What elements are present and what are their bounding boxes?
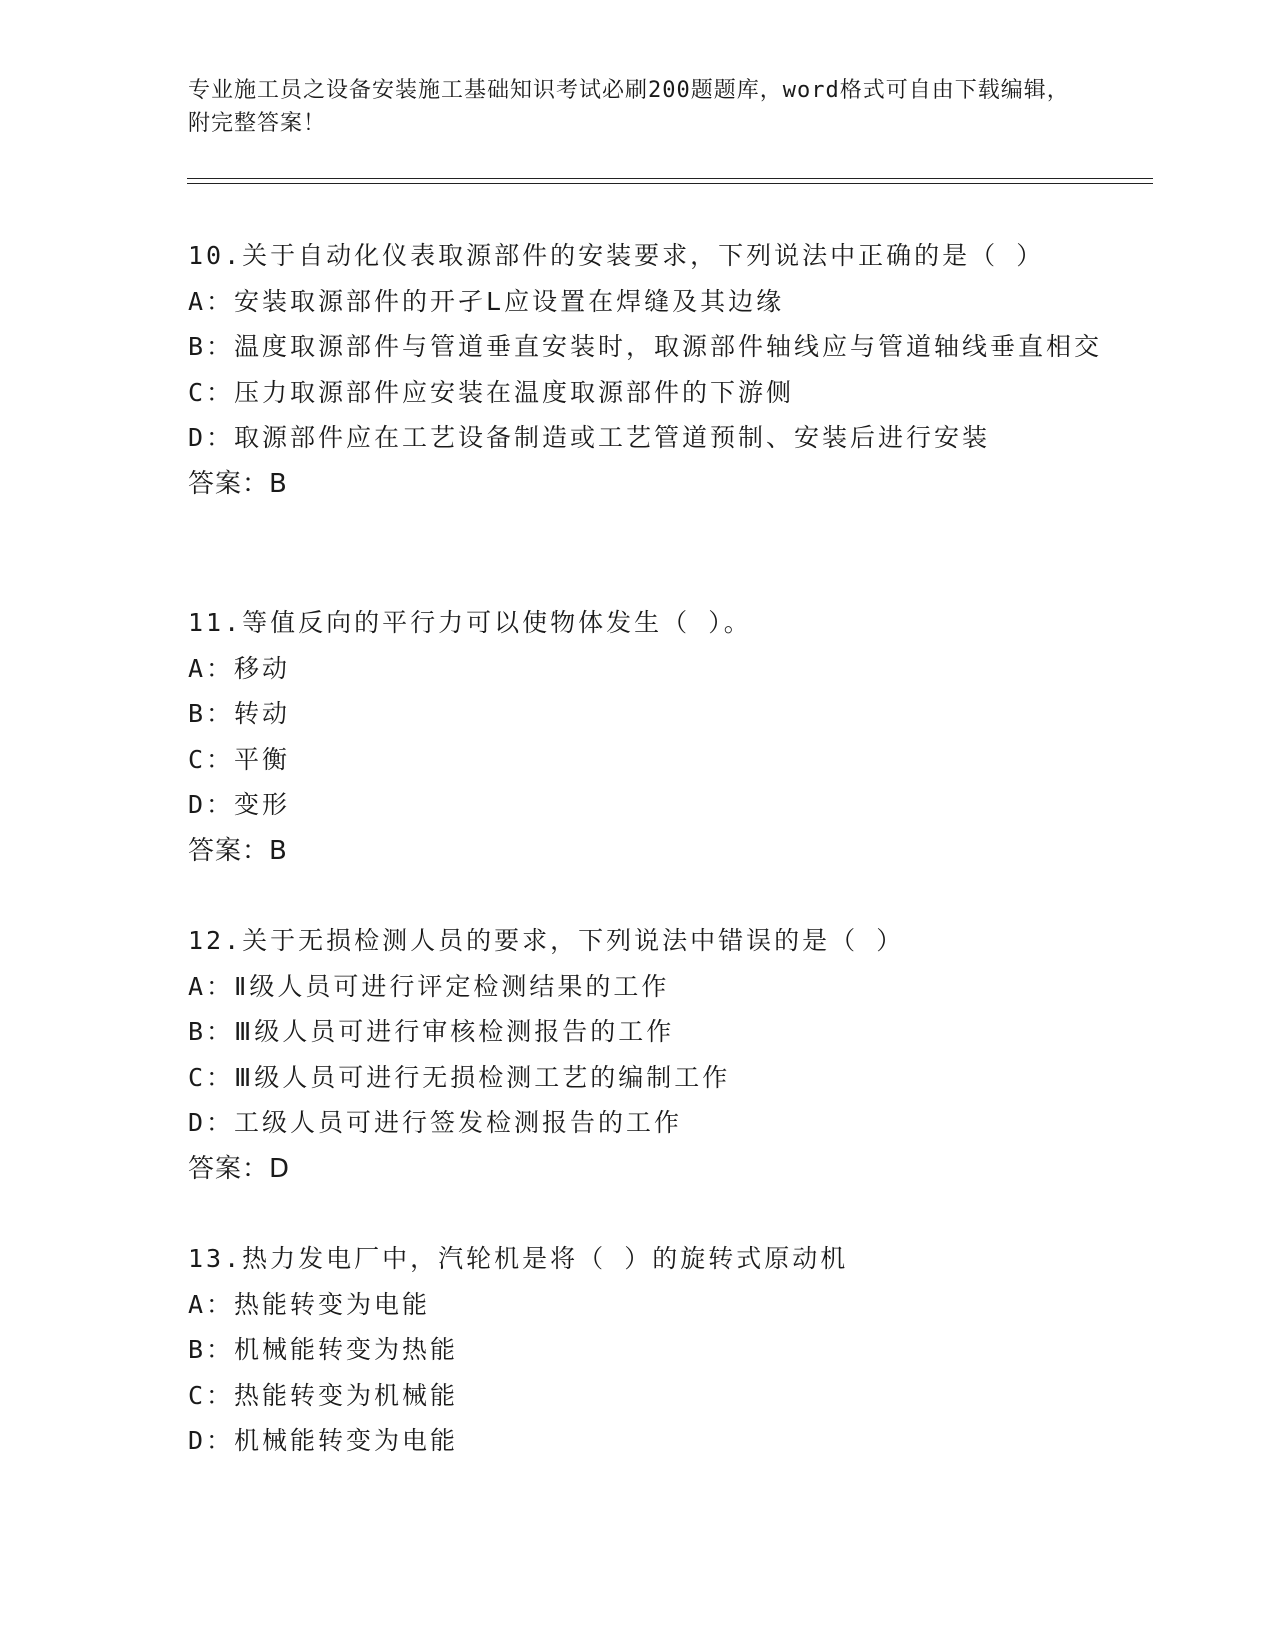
option-d: D：变形 (188, 790, 291, 819)
question-12 (188, 918, 1108, 1192)
document-header: 专业施工员之设备安装施工基础知识考试必刷200题题库，word格式可自由下载编辑，附完整答案！ (188, 78, 1070, 136)
option-c: C：平衡 (188, 744, 291, 774)
question-10 (188, 233, 1108, 507)
header-divider-bottom (187, 183, 1153, 184)
option-b: B：温度取源部件与管道垂直安装时，取源部件轴线应与管道轴线垂直相交 (188, 332, 1103, 361)
option-d: D：工级人员可进行签发检测报告的工作 (188, 1108, 683, 1137)
option-b: B：Ⅲ级人员可进行审核检测报告的工作 (188, 1017, 675, 1046)
option-b: B：机械能转变为热能 (188, 1335, 459, 1364)
option-d: D：机械能转变为电能 (188, 1426, 459, 1455)
question-stem: 10.关于自动化仪表取源部件的安装要求，下列说法中正确的是（ ） (188, 241, 1045, 270)
option-b: B：转动 (188, 699, 291, 728)
question-stem: 11.等值反向的平行力可以使物体发生（ ）。 (188, 608, 752, 637)
option-a: A：Ⅱ级人员可进行评定检测结果的工作 (188, 971, 670, 1001)
option-c: C：热能转变为机械能 (188, 1380, 459, 1410)
option-a: A：安装取源部件的开孑L应设置在焊缝及其边缘 (188, 286, 785, 316)
option-d: D：取源部件应在工艺设备制造或工艺管道预制、安装后进行安装 (188, 423, 991, 452)
question-13 (188, 1236, 1108, 1464)
question-11 (188, 600, 1108, 874)
question-stem: 13.热力发电厂中，汽轮机是将（ ）的旋转式原动机 (188, 1244, 849, 1273)
option-a: A：移动 (188, 653, 291, 683)
answer-label: 答案：B (188, 468, 288, 499)
option-c: C：Ⅲ级人员可进行无损检测工艺的编制工作 (188, 1062, 731, 1092)
option-a: A：热能转变为电能 (188, 1289, 431, 1319)
question-stem: 12.关于无损检测人员的要求，下列说法中错误的是（ ） (188, 926, 905, 955)
option-c: C：压力取源部件应安装在温度取源部件的下游侧 (188, 377, 795, 407)
answer-label: 答案：D (188, 1153, 291, 1184)
header-divider-top (187, 178, 1153, 179)
answer-label: 答案：B (188, 835, 288, 866)
